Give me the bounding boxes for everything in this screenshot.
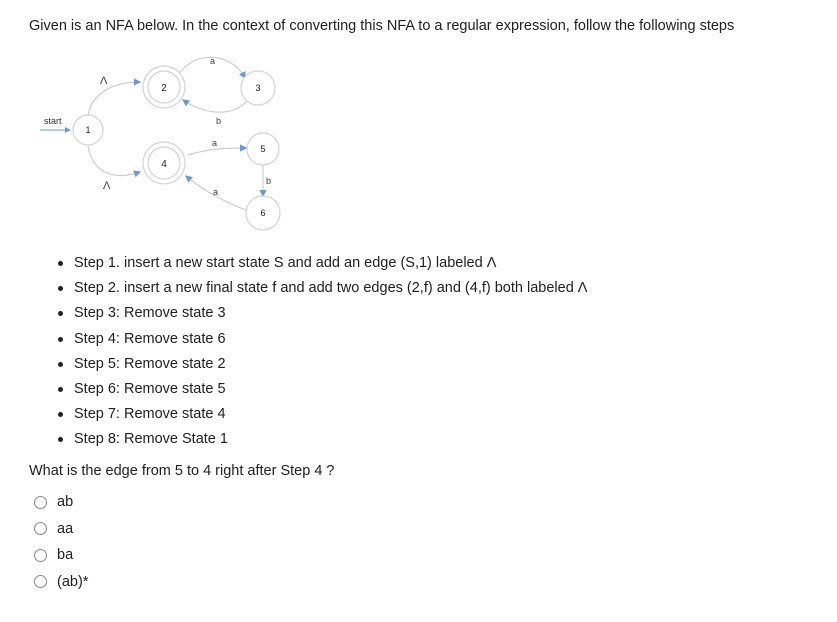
edge-1-2 bbox=[88, 82, 140, 115]
edge-label-3-2: b bbox=[216, 116, 222, 126]
state-6 bbox=[246, 196, 280, 230]
state-5-label: 5 bbox=[260, 144, 266, 154]
option-label: ab bbox=[57, 494, 74, 511]
state-5 bbox=[247, 133, 279, 165]
option-ab[interactable] bbox=[34, 489, 88, 516]
option-ab-star[interactable] bbox=[34, 569, 88, 596]
edge-label-2-3: a bbox=[210, 56, 216, 66]
step-item: Step 8: Remove State 1 bbox=[56, 429, 587, 454]
radio-button[interactable] bbox=[34, 496, 47, 509]
step-item: Step 2. insert a new final state f and add two edges (2,f) and (4,f) both labeled Λ bbox=[56, 278, 587, 303]
step-item: Step 7: Remove state 4 bbox=[56, 404, 587, 429]
step-item: Step 6: Remove state 5 bbox=[56, 379, 587, 404]
question-text: What is the edge from 5 to 4 right after Step 4 ? bbox=[29, 463, 335, 479]
edge-4-5 bbox=[188, 148, 246, 155]
state-3 bbox=[241, 71, 275, 105]
option-label: aa bbox=[57, 520, 74, 537]
intro-text: Given is an NFA below. In the context of converting this NFA to a regular expression, follow the following steps bbox=[29, 18, 735, 34]
state-4-label: 4 bbox=[161, 159, 167, 170]
step-item: Step 1. insert a new start state S and add an edge (S,1) labeled Λ bbox=[56, 253, 587, 278]
step-item: Step 4: Remove state 6 bbox=[56, 329, 587, 354]
option-aa[interactable] bbox=[34, 516, 88, 543]
radio-button[interactable] bbox=[34, 575, 47, 588]
radio-button[interactable] bbox=[34, 549, 47, 562]
option-label: ba bbox=[57, 547, 74, 564]
state-1-label: 1 bbox=[85, 125, 91, 135]
edge-1-4 bbox=[88, 146, 140, 176]
state-4 bbox=[143, 142, 185, 184]
edge-3-2 bbox=[183, 100, 248, 112]
edge-label-6-4: a bbox=[213, 187, 219, 197]
option-ba[interactable] bbox=[34, 542, 88, 569]
step-item: Step 5: Remove state 2 bbox=[56, 354, 587, 379]
state-2 bbox=[143, 66, 185, 108]
edge-label-4-5: a bbox=[212, 138, 218, 148]
option-label: (ab)* bbox=[57, 573, 89, 590]
step-item: Step 3: Remove state 3 bbox=[56, 303, 587, 328]
edge-label-1-2: Λ bbox=[100, 75, 108, 87]
steps-list bbox=[56, 253, 587, 455]
edge-label-1-4: Λ bbox=[103, 180, 111, 192]
state-2-label: 2 bbox=[161, 83, 167, 94]
start-label: start bbox=[44, 116, 62, 126]
nfa-diagram bbox=[0, 0, 837, 240]
state-1 bbox=[73, 115, 103, 145]
radio-button[interactable] bbox=[34, 522, 47, 535]
edge-label-5-6: b bbox=[266, 176, 272, 186]
state-6-label: 6 bbox=[260, 208, 266, 218]
state-3-label: 3 bbox=[255, 83, 261, 93]
answer-options bbox=[34, 489, 88, 595]
